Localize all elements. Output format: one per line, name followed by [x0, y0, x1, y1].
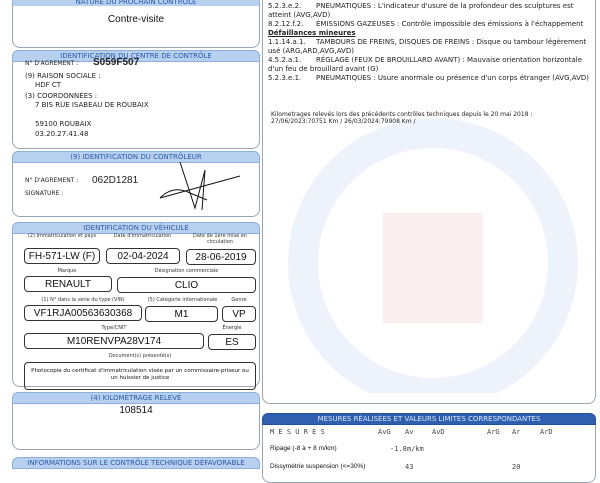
energie-label: Énergie [222, 325, 242, 331]
type-field: M10RENVPA28V174 [24, 333, 204, 349]
type-label: Type/CNIT [101, 325, 127, 331]
next-control-value: Contre-visite [107, 14, 165, 25]
date-immat-label: Date d'immatriculation [113, 233, 172, 239]
documents-label: Document(s) présenté(s) [108, 353, 172, 359]
raison-value: HDF CT [35, 81, 62, 89]
centre-agrement: S059F507 [93, 57, 140, 68]
controleur-header: (9) IDENTIFICATION DU CONTRÔLEUR [12, 151, 260, 163]
raison-label: (9) RAISON SOCIALE : [25, 72, 101, 80]
immat-label: (2) Immatriculation et pays [27, 233, 97, 239]
next-control-box [12, 6, 260, 48]
defaillance-mineure-3: 5.2.3.e.1. PNEUMATIQUES : Usure anormale ou présence d'un corps étranger (AVG,AVD) [268, 74, 589, 82]
kilometrage-value: 108514 [119, 405, 153, 416]
address-line2: 59100 ROUBAIX [35, 120, 92, 128]
documents-field: Photocopie du certificat d'immatriculation visée par un commissaire-priseur ou un huissier de justice [24, 362, 256, 390]
watermark-logo [283, 113, 583, 393]
col-arg: ArG [487, 428, 500, 436]
designation-field: CLIO [117, 277, 256, 293]
controleur-agrement: 062D1281 [92, 175, 139, 186]
defaillance-mineure-1: 1.1.14.a.1. TAMBOURS DE FREINS, DISQUES DE FREINS : Disque ou tambour légèrement usé (ARG,ARD,AVG,AVD) [268, 38, 587, 55]
km-history: 27/06/2023:70751 Km / 26/03/2024:79908 Km / [271, 118, 416, 125]
marque-label: Marque [57, 268, 77, 274]
genre-label: Genre [231, 297, 247, 303]
dissymetrie-av: 43 [405, 463, 414, 471]
categorie-label: (5) Catégorie internationale [147, 297, 218, 303]
col-ard: ArD [540, 428, 553, 436]
genre-field: VP [222, 306, 256, 322]
date-mec-field: 28-06-2019 [186, 249, 256, 265]
vehicule-header: IDENTIFICATION DU VÉHICULE [12, 222, 260, 234]
kilometrage-header: (4) KILOMÉTRAGE RELEVÉ [12, 392, 260, 404]
col-av: Av [405, 428, 414, 436]
km-history-title: Kilometrages relevés lors des précédents contrôles techniques depuis le 20 mai 2018 : [271, 111, 533, 118]
signature-label: SIGNATURE : [25, 190, 64, 197]
signature-image [155, 160, 245, 215]
mesures-col-label: M E S U R E S [270, 428, 325, 436]
date-immat-field: 02-04-2024 [106, 248, 180, 264]
defaillance-majeure-2: 8.2.12.f.2. ÉMISSIONS GAZEUSES : Contrôle impossible des émissions à l'échappement [268, 20, 584, 28]
marque-field: RENAULT [24, 276, 112, 292]
coord-label: (3) COORDONNÉES : [25, 92, 98, 100]
next-control-header: NATURE DU PROCHAIN CONTROLE [12, 0, 260, 8]
phone: 03.20.27.41.48 [35, 130, 89, 138]
date-mec-label: Date de 1ère mise en circulation [192, 233, 248, 245]
centre-header: IDENTIFICATION DU CENTRE DE CONTRÔLE [12, 50, 260, 62]
defaillance-majeure-1: 5.2.3.e.2. PNEUMATIQUES : L'indicateur d'usure de la profondeur des sculptures est atteint (AVG,AVD) [268, 2, 574, 19]
controleur-agrement-label: N° D'AGREMENT : [25, 177, 79, 184]
col-avg: AvG [378, 428, 391, 436]
col-ar: Ar [512, 428, 521, 436]
centre-agrement-label: N° D'AGREMENT : [25, 60, 79, 67]
ripage-av: -1.8m/km [390, 445, 424, 453]
designation-label: Désignation commerciale [154, 268, 219, 274]
defaillance-mineure-2: 4.5.2.a.1. RÉGLAGE (FEUX DE BROUILLARD AVANT) : Mauvaise orientation horizontale d'un feu de brouillard avant (G) [268, 56, 583, 73]
dissymetrie-label: Dissymétrie suspension (<=30%) [270, 463, 366, 470]
informations-header: INFORMATIONS SUR LE CONTRÔLE TECHNIQUE DÉFAVORABLE [12, 457, 260, 469]
mineures-title: Défaillances mineures [268, 29, 356, 37]
vin-field: VF1RJA00563630368 [24, 305, 142, 321]
immat-field: FH-571-LW (F) [24, 248, 100, 264]
categorie-field: M1 [145, 306, 218, 322]
energie-field: ES [208, 334, 256, 350]
col-avd: AvD [432, 428, 445, 436]
ripage-label: Ripage (-8 à + 8 m/km) [270, 445, 337, 452]
vin-label: (1) N° dans la série du type (VIN) [41, 297, 125, 303]
dissymetrie-ar: 20 [512, 463, 521, 471]
address-line1: 7 BIS RUE ISABEAU DE ROUBAIX [35, 101, 149, 109]
mesures-header: MESURES RÉALISÉES ET VALEURS LIMITES CORRESPONDANTES [262, 413, 596, 425]
